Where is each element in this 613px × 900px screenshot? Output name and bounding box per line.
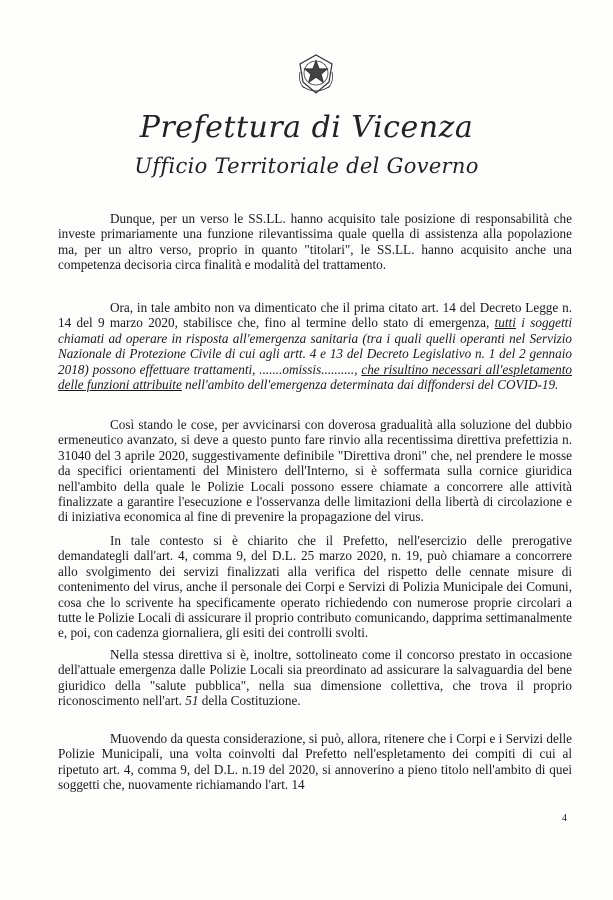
paragraph-2-emphasis: tutti	[494, 315, 516, 331]
paragraph-2	[58, 300, 572, 392]
paragraph-6-text: Muovendo da questa considerazione, si può, allora, ritenere che i Corpi e i Servizi delle Polizie Municipali, una volta coinvolti dal Prefetto nell'espletamento dei compiti di cui al ripetuto art. 4, comma 9, del D.L. n.19 del 2020, si annoverino a pieno titolo nell'ambito di quei soggetti che, nuovamente richiamando l'art. 14	[58, 731, 572, 793]
paragraph-5-text-c: della Costituzione.	[198, 693, 301, 709]
paragraph-4	[58, 533, 572, 641]
paragraph-2-text-c: i soggetti chiamati ad operare in risposta all'emergenza sanitaria (tra i quali quelli operanti nel Servizio Nazionale di Protezione Civile di cui agli artt. 4 e 13 del Decreto Legislativo n. 1 del 2 gennaio 2018) possono effettuare trattamenti, .......omissis..........,	[58, 315, 572, 377]
page-number: 4	[562, 813, 567, 824]
paragraph-2-underlined: che risultino necessari all'espletamento delle funzioni attribuite	[58, 361, 572, 393]
paragraph-5	[58, 647, 572, 709]
paragraph-5-text-a: Nella stessa direttiva si è, inoltre, sottolineato come il concorso prestato in occasione dell'attuale emergenza dalle Polizie Locali sia preordinato ad assicurare la salvaguardia del bene giuridico della "salute pubblica", nella sua dimensione collettiva, che trova il proprio riconoscimento nell'art.	[58, 647, 572, 709]
italian-republic-emblem-icon	[296, 52, 336, 96]
paragraph-3-text: Così stando le cose, per avvicinarsi con doverosa gradualità alla soluzione del dubbio ermeneutico avanzato, si deve a questo punto fare rinvio alla recentissima direttiva prefettizia n. 31040 del 3 aprile 2020, suggestivamente definibile "Direttiva droni" che, nel prendere le mosse da specifici orientamenti del Ministero dell'Interno, si è soffermata sulla cornice giuridica nell'ambito della quale le Polizie Locali possono essere chiamate a concorrere alle attività finalizzate a garantire l'esecuzione e l'osservanza delle limitazioni della libertà di circolazione e di iniziativa economica al fine di prevenire la propagazione del virus.	[58, 417, 572, 525]
paragraph-5-article: 51	[185, 693, 199, 709]
paragraph-6	[58, 731, 572, 793]
paragraph-2-text-e: nell'ambito dell'emergenza determinata dai diffondersi del COVID-19.	[181, 377, 559, 393]
paragraph-1	[58, 211, 572, 273]
office-title: Prefettura di Vicenza	[139, 110, 474, 145]
office-subtitle: Ufficio Territoriale del Governo	[134, 154, 479, 178]
paragraph-4-text: In tale contesto si è chiarito che il Prefetto, nell'esercizio delle prerogative demandategli dall'art. 4, comma 9, del D.L. 25 marzo 2020, n. 19, può chiamare a concorrere allo svolgimento dei servizi finalizzati alla verifica del rispetto delle cennate misure di contenimento del virus, anche il personale dei Corpi e Servizi di Polizia Municipale dei Comuni, cosa che lo scrivente ha specificamente operato richiedendo con numerose proprie circolari a tutte le Polizie Locali di assicurare il proprio contributo comunicando, dapprima settimanalmente e, poi, con cadenza giornaliera, gli esiti dei controlli svolti.	[58, 533, 572, 641]
paragraph-1-text: Dunque, per un verso le SS.LL. hanno acquisito tale posizione di responsabilità che investe primariamente una funzione rilevantissima quale quella di assistenza alla popolazione ma, per un altro verso, proprio in quanto "titolari", le SS.LL. hanno acquisito anche una competenza decisoria circa finalità e modalità del trattamento.	[58, 211, 572, 273]
paragraph-3	[58, 417, 572, 525]
paragraph-2-text-a: Ora, in tale ambito non va dimenticato che il prima citato art. 14 del Decreto Legge n. 14 del 9 marzo 2020, stabilisce che, fino al termine dello stato di emergenza,	[58, 300, 572, 331]
